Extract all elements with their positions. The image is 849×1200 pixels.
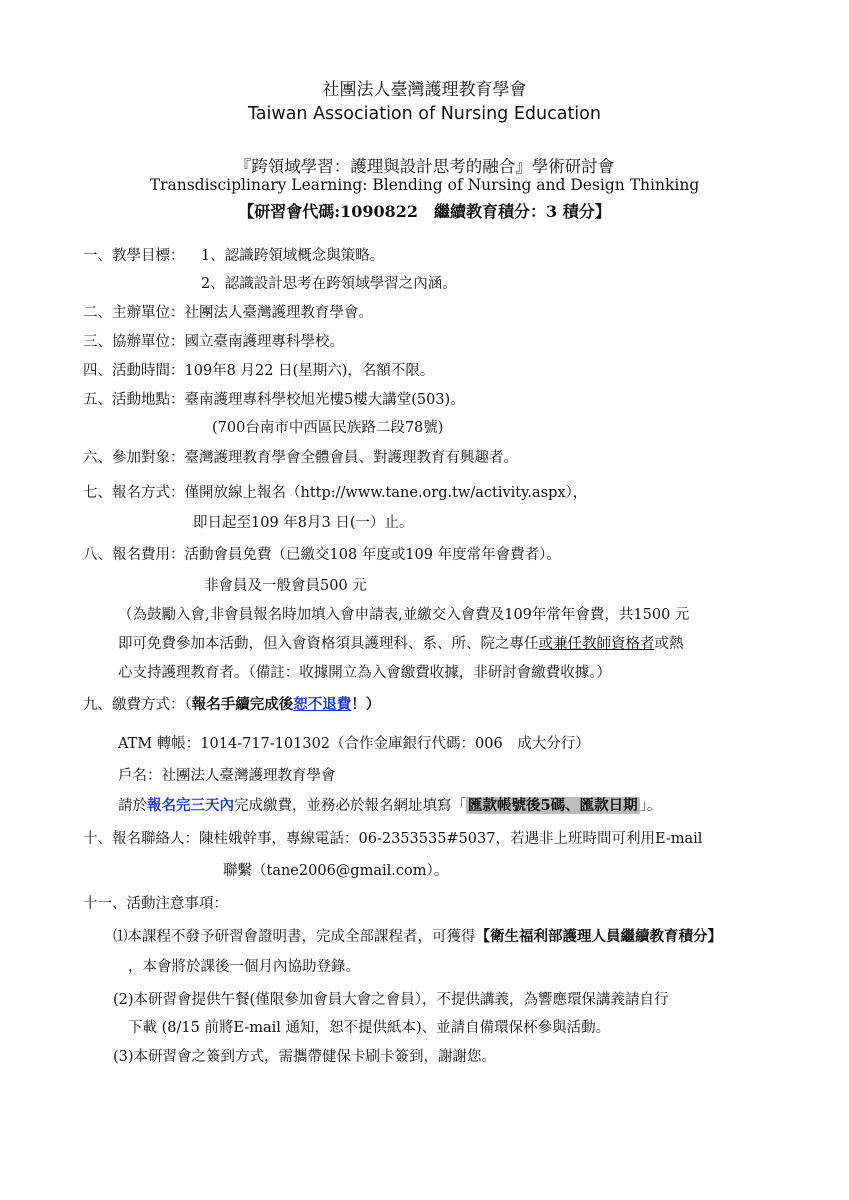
fee-note-line1: （為鼓勵入會,非會員報名時加填入會申請表,並繳交入會費及109年常年會費，共1500 元 (118, 607, 690, 623)
note-3: (3)本研習會之簽到方式，需攜帶健保卡刷卡簽到，謝謝您。 (113, 1049, 497, 1065)
note-1-line2: ，本會將於課後一個月內協助登錄。 (128, 959, 360, 975)
objective-2: 2、認識設計思考在跨領域學習之內涵。 (201, 276, 457, 292)
atm-transfer: ATM 轉帳：1014-717-101302（合作金庫銀行代碼：006 成大分行） (118, 736, 590, 752)
registration-method: 七、報名方式：僅開放線上報名（http://www.tane.org.tw/activity.aspx）， (83, 485, 588, 501)
note-2-line1: (2)本研習會提供午餐(僅限參加會員大會之會員），不提供講義，為響應環保講義請自行 (113, 992, 669, 1008)
org-name-zh: 社團法人臺灣護理教育學會 (322, 80, 527, 100)
fee-nonmember: 非會員及一般會員500 元 (204, 578, 367, 594)
payment-notice: 請於報名完三天內完成繳費，並務必於報名網址填寫「 匯款帳號後5碼、匯款日期 」。 (118, 797, 662, 814)
seminar-title-en: Transdisciplinary Learning: Blending of Nursing and Design Thinking (149, 176, 700, 194)
org-name-en: Taiwan Association of Nursing Education (248, 104, 601, 124)
fee-note-line3: 心支持護理教育者。（備註：收據開立為入會繳費收據，非研討會繳費收據。） (118, 665, 611, 681)
seminar-code: 【研習會代碼:1090822 繼續教育積分：3 積分】 (238, 202, 611, 221)
account-name: 戶名：社團法人臺灣護理教育學會 (118, 768, 336, 784)
note-1-line1: ⑴本課程不發予研習會證明書，完成全部課程者，可獲得【衛生福利部護理人員繼續教育積分】 (113, 928, 722, 945)
seminar-title-zh: 『跨領域學習：護理與設計思考的融合』學術研討會 (234, 157, 615, 176)
no-refund-notice: 恕不退費 (293, 696, 352, 713)
co-organizer: 三、協辦單位：國立臺南護理專科學校。 (83, 334, 344, 350)
registration-period: 即日起至109 年8月3 日(一）止。 (193, 515, 414, 531)
notes-label: 十一、活動注意事項： (83, 896, 228, 912)
fee-note-line2: 即可免費參加本活動，但入會資格須具護理科、系、所、院之專任或兼任教師資格者或熱 (118, 636, 684, 652)
fee-note-underlined: 或兼任教師資格者 (538, 636, 655, 652)
payment-method: 九、繳費方式：（報名手續完成後恕不退費！） (83, 696, 381, 713)
contact-person: 十、報名聯絡人：陳桂娥幹事，專線電話：06-2353535#5037，若遇非上班時間可利用E-mail (83, 831, 703, 847)
registration-fee: 八、報名費用：活動會員免費（已繳交108 年度或109 年度常年會費者）。 (83, 547, 561, 563)
event-venue: 五、活動地點：臺南護理專科學校旭光樓5樓大講堂(503)。 (83, 392, 465, 408)
remit-info-highlight: 匯款帳號後5碼、匯款日期 (468, 797, 638, 814)
organizer: 二、主辦單位：社團法人臺灣護理教育學會。 (83, 305, 373, 321)
objective-1: 1、認識跨領域概念與策略。 (201, 248, 385, 264)
contact-email: 聯繫（tane2006@gmail.com）。 (223, 863, 449, 879)
event-time: 四、活動時間：109年8 月22 日(星期六)，名額不限。 (83, 363, 435, 379)
note-2-line2: 下載 (8/15 前將E-mail 通知，恕不提供紙本)、並請自備環保杯參與活動。 (128, 1020, 611, 1036)
objectives-label: 一、教學目標： (83, 248, 185, 264)
venue-address: (700台南市中西區民族路二段78號) (212, 420, 444, 436)
audience: 六、參加對象：臺灣護理教育學會全體會員、對護理教育有興趣者。 (83, 450, 518, 466)
